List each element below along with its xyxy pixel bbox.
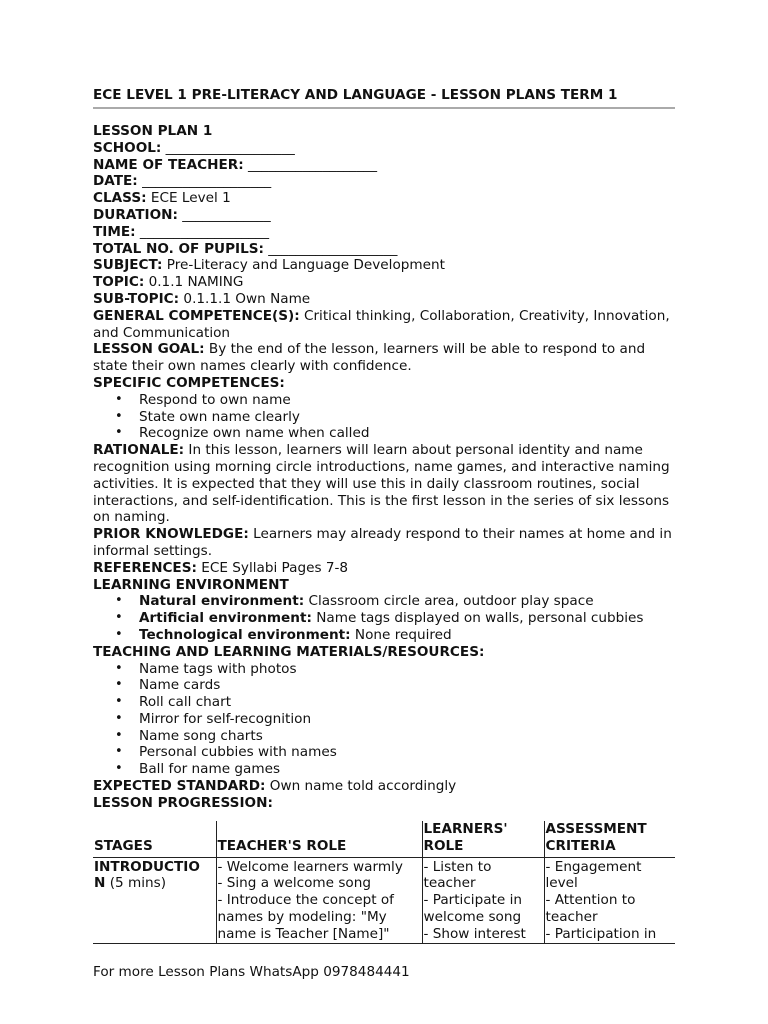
list-item: • Mirror for self-recognition <box>139 711 675 728</box>
rationale-paragraph: RATIONALE: In this lesson, learners will learn about personal identity and name recognition using morning circle introductions, name games, and interactive naming activities. It is expected that they will use this in daily classroom routines, social interactions, and self-identification. This is the first lesson in the series of six lessons on naming. <box>93 442 670 526</box>
list-item: • Roll call chart <box>139 694 675 711</box>
field-school: SCHOOL: ___________________ <box>93 139 295 156</box>
prior-knowledge-paragraph: PRIOR KNOWLEDGE: Learners may already respond to their names at home and in informal settings. <box>93 526 672 559</box>
lesson-progression-table <box>93 821 675 944</box>
field-date: DATE: ___________________ <box>93 173 272 190</box>
list-item: • State own name clearly <box>139 409 675 426</box>
field-class: CLASS: ECE Level 1 <box>93 190 231 207</box>
list-item: • Personal cubbies with names <box>139 744 675 761</box>
assessment-criteria-cell: - Engagement level - Attention to teacher - Participation in <box>544 857 675 943</box>
footer-contact-line: For more Lesson Plans WhatsApp 0978484441 <box>93 964 410 980</box>
specific-competences-list <box>93 392 675 442</box>
list-item: • Respond to own name <box>139 392 675 409</box>
list-item: • Name song charts <box>139 728 675 745</box>
materials-heading: TEACHING AND LEARNING MATERIALS/RESOURCES: <box>93 643 485 660</box>
list-item: • Artificial environment: Name tags displayed on walls, personal cubbies <box>139 610 675 627</box>
materials-list <box>93 661 675 779</box>
column-header-learners-role: LEARNERS' ROLE <box>422 821 544 858</box>
stage-cell: INTRODUCTIO N (5 mins) <box>93 857 216 943</box>
lesson-plan-page <box>93 86 675 944</box>
field-sub-topic: SUB-TOPIC: 0.1.1.1 Own Name <box>93 290 311 307</box>
list-item: • Natural environment: Classroom circle area, outdoor play space <box>139 593 675 610</box>
field-name-of-teacher: NAME OF TEACHER: ___________________ <box>93 156 378 173</box>
field-total-pupils: TOTAL NO. OF PUPILS: ___________________ <box>93 240 398 257</box>
expected-standard-line: EXPECTED STANDARD: Own name told accordingly <box>93 778 457 795</box>
field-lesson-goal: LESSON GOAL: By the end of the lesson, learners will be able to respond to and state their own names clearly with confidence. <box>93 341 646 375</box>
list-item: • Recognize own name when called <box>139 425 675 442</box>
table-header-row <box>93 821 675 858</box>
list-item: • Name tags with photos <box>139 661 675 678</box>
field-duration: DURATION: _____________ <box>93 206 271 223</box>
list-item: • Technological environment: None required <box>139 627 675 644</box>
column-header-teachers-role: TEACHER'S ROLE <box>216 821 422 858</box>
document-title: ECE LEVEL 1 PRE-LITERACY AND LANGUAGE - LESSON PLANS TERM 1 <box>93 86 675 109</box>
references-line: REFERENCES: ECE Syllabi Pages 7-8 <box>93 559 349 576</box>
field-topic: TOPIC: 0.1.1 NAMING <box>93 274 244 291</box>
field-general-competences: GENERAL COMPETENCE(S): Critical thinking, Collaboration, Creativity, Innovation, and Communication <box>93 307 670 341</box>
teachers-role-cell: - Welcome learners warmly - Sing a welcome song - Introduce the concept of names by modeling: "My name is Teacher [Name]" <box>216 857 422 943</box>
specific-competences-heading: SPECIFIC COMPETENCES: <box>93 374 285 391</box>
list-item: • Ball for name games <box>139 761 675 778</box>
field-time: TIME: ___________________ <box>93 223 270 240</box>
learning-environment-heading: LEARNING ENVIRONMENT <box>93 576 289 593</box>
lesson-progression-heading: LESSON PROGRESSION: <box>93 794 273 811</box>
list-item: • Name cards <box>139 677 675 694</box>
column-header-stages: STAGES <box>93 821 216 858</box>
learners-role-cell: - Listen to teacher - Participate in welcome song - Show interest <box>422 857 544 943</box>
learning-environment-list <box>93 593 675 643</box>
column-header-assessment-criteria: ASSESSMENT CRITERIA <box>544 821 675 858</box>
field-subject: SUBJECT: Pre-Literacy and Language Development <box>93 257 445 274</box>
table-row <box>93 857 675 943</box>
lesson-plan-heading: LESSON PLAN 1 <box>93 123 213 139</box>
